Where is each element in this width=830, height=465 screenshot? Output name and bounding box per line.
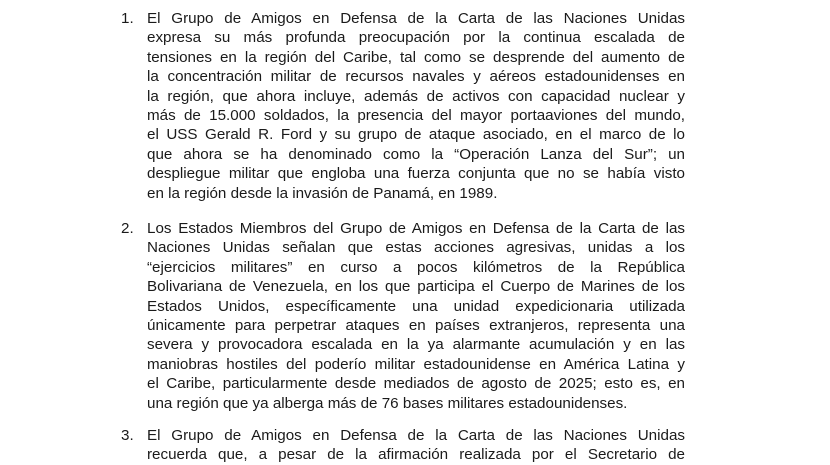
paragraph-line: Bolivariana de Venezuela, en los que participa el Cuerpo de Marines de los	[147, 278, 685, 296]
paragraph-line: el Caribe, particularmente desde mediados de agosto de 2025; esto es, en	[147, 375, 685, 393]
paragraph-line: el USS Gerald R. Ford y su grupo de ataque asociado, en el marco de lo	[147, 126, 685, 144]
paragraph-line: que ahora se ha denominado como la “Operación Lanza del Sur”; un	[147, 145, 685, 163]
paragraph-line: Estados Unidos, específicamente una unidad expedicionaria utilizada	[147, 297, 685, 315]
paragraph-line: severa y provocadora escalada en la ya alarmante acumulación y en las	[147, 336, 685, 354]
paragraph-line: tensiones en la región del Caribe, tal como se desprende del aumento de	[147, 48, 685, 66]
paragraph-line: El Grupo de Amigos en Defensa de la Carta de las Naciones Unidas	[147, 10, 685, 27]
paragraph-line: expresa su más profunda preocupación por la continua escalada de	[147, 29, 685, 47]
paragraph-line: El Grupo de Amigos en Defensa de la Carta de las Naciones Unidas	[147, 427, 685, 444]
paragraph-number: 2.	[121, 220, 134, 237]
paragraph-line: más de 15.000 soldados, la presencia del mayor portaaviones del mundo,	[147, 107, 685, 124]
paragraph-line: Los Estados Miembros del Grupo de Amigos en Defensa de la Carta de las	[147, 220, 685, 237]
paragraph-number: 1.	[121, 10, 134, 27]
paragraph-line: “ejercicios militares” en curso a pocos kilómetros de la República	[147, 258, 685, 276]
paragraph-line: despliegue militar que engloba una fuerza conjunta que no se había visto	[147, 165, 685, 183]
paragraph-line: una región que ya alberga más de 76 bases militares estadounidenses.	[147, 394, 628, 412]
paragraph-line: la región, que ahora incluye, además de activos con capacidad nuclear y	[147, 87, 685, 105]
paragraph-line: únicamente para perpetrar ataques en países extranjeros, representa una	[147, 317, 685, 334]
paragraph-line: maniobras hostiles del poderío militar estadounidense en América Latina y	[147, 355, 685, 373]
paragraph-line: en la región desde la invasión de Panamá, en 1989.	[147, 184, 498, 202]
paragraph-number: 3.	[121, 427, 134, 444]
paragraph-line: recuerda que, a pesar de la afirmación realizada por el Secretario de	[147, 446, 685, 464]
paragraph-line: Naciones Unidas señalan que estas acciones agresivas, unidas a los	[147, 239, 685, 257]
paragraph-line: la concentración militar de recursos navales y aéreos estadounidenses en	[147, 68, 685, 86]
